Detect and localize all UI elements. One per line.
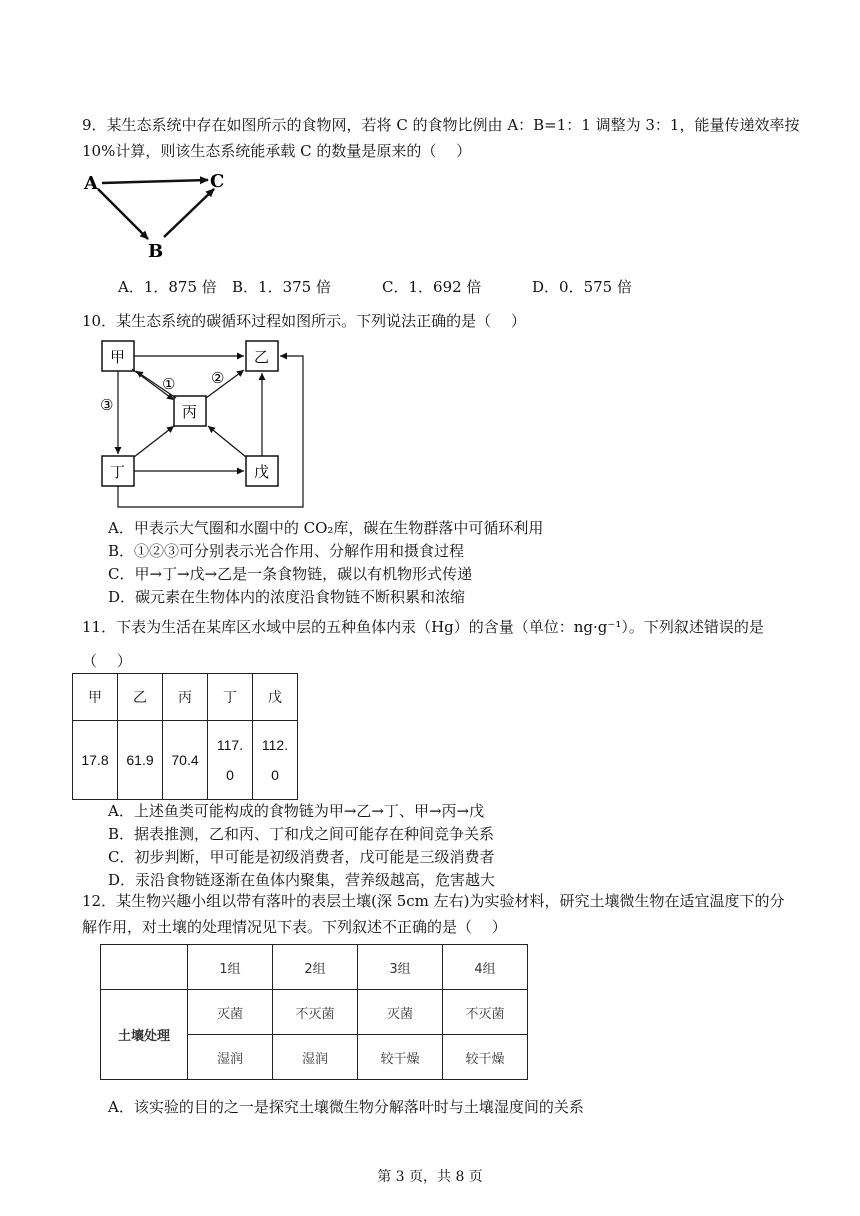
node-jia: 甲 [110, 348, 126, 366]
q12-options [108, 1096, 584, 1119]
cell: 不灭菌 [273, 990, 358, 1035]
node-a: A [84, 173, 98, 194]
arrow-a-to-b [98, 189, 148, 239]
q10-option-c: C．甲→丁→戊→乙是一条食物链，碳以有机物形式传递 [108, 565, 473, 583]
q10-options [108, 517, 543, 609]
cell: 灭菌 [358, 990, 443, 1035]
value-cell: 17.8 [73, 721, 118, 800]
arrow-b-to-c [164, 189, 214, 237]
q10-option-a: A．甲表示大气圈和水圈中的 CO₂库，碳在生物群落中可循环利用 [108, 519, 544, 537]
q11-option-a: A．上述鱼类可能构成的食物链为甲→乙→丁、甲→丙→戊 [108, 802, 485, 820]
table-row [73, 721, 298, 800]
q11-mercury-table [72, 673, 298, 800]
value-cell: 70.4 [163, 721, 208, 800]
q11-options [108, 800, 495, 892]
cell: 湿润 [273, 1035, 358, 1080]
q11-option-d: D．汞沿食物链逐渐在鱼体内聚集，营养级越高，危害越大 [108, 871, 496, 889]
label-2: ② [211, 369, 225, 387]
q9-line1: 9．某生态系统中存在如图所示的食物网，若将 C 的食物比例由 A：B=1：1 调整为 3：1，能量传递效率按 [82, 116, 800, 134]
header-cell: 戊 [253, 674, 298, 721]
q11-option-b: B．据表推测，乙和丙、丁和戊之间可能存在种间竞争关系 [108, 825, 495, 843]
cell: 灭菌 [188, 990, 273, 1035]
arrow-ding-to-bing [134, 426, 174, 457]
q11-line1: 11．下表为生活在某库区水域中层的五种鱼体内汞（Hg）的含量（单位：ng·g⁻¹）。下列叙述错误的是 [82, 618, 764, 636]
node-wu: 戊 [254, 463, 270, 481]
q9-option-c: C．1．692 倍 [382, 278, 482, 296]
arrow-a-to-c [102, 180, 208, 183]
q11-stem [82, 610, 802, 678]
node-c: C [210, 171, 225, 192]
q12-soil-treatment-table [100, 944, 528, 1080]
cell: 湿润 [188, 1035, 273, 1080]
header-cell: 甲 [73, 674, 118, 721]
header-cell: 乙 [118, 674, 163, 721]
q10-stem [82, 308, 802, 334]
q11-option-c: C．初步判断，甲可能是初级消费者，戊可能是三级消费者 [108, 848, 495, 866]
q9-food-web-diagram [80, 165, 240, 265]
node-bing: 丙 [182, 403, 198, 421]
table-header-row [101, 945, 528, 990]
q11-line2: （ ） [82, 652, 132, 670]
node-b: B [148, 241, 164, 262]
node-yi: 乙 [254, 348, 270, 366]
q10-line1: 10．某生态系统的碳循环过程如图所示。下列说法正确的是（ ） [82, 312, 526, 330]
q10-option-b: B．①②③可分别表示光合作用、分解作用和摄食过程 [108, 542, 465, 560]
q12-stem [82, 888, 802, 940]
node-ding: 丁 [110, 463, 126, 481]
q12-line2: 解作用，对土壤的处理情况见下表。下列叙述不正确的是（ ） [82, 918, 507, 936]
q12-option-a: A．该实验的目的之一是探究土壤微生物分解落叶时与土壤湿度间的关系 [108, 1098, 584, 1116]
header-cell: 2组 [273, 945, 358, 990]
arrow-wu-to-bing [208, 426, 246, 457]
cell: 不灭菌 [443, 990, 528, 1035]
cell: 较干燥 [443, 1035, 528, 1080]
value-cell: 61.9 [118, 721, 163, 800]
cell: 较干燥 [358, 1035, 443, 1080]
q12-line1: 12．某生物兴趣小组以带有落叶的表层土壤(深 5cm 左右)为实验材料，研究土壤微生物在适宜温度下的分 [82, 892, 785, 910]
row-label: 土壤处理 [101, 990, 188, 1080]
value-cell: 117. 0 [208, 721, 253, 800]
header-cell [101, 945, 188, 990]
header-cell: 1组 [188, 945, 273, 990]
header-cell: 3组 [358, 945, 443, 990]
page-footer: 第 3 页，共 8 页 [377, 1169, 483, 1185]
table-row [101, 990, 528, 1035]
label-3: ③ [100, 396, 114, 414]
q9-line2: 10%计算，则该生态系统能承载 C 的数量是原来的（ ） [82, 142, 472, 160]
q10-option-d: D．碳元素在生物体内的浓度沿食物链不断积累和浓缩 [108, 588, 466, 606]
q10-carbon-cycle-diagram [98, 337, 318, 512]
q9-option-b: B．1．375 倍 [232, 278, 331, 296]
q9-option-a: A．1．875 倍 [118, 278, 217, 296]
header-cell: 丁 [208, 674, 253, 721]
value-cell: 112. 0 [253, 721, 298, 800]
header-cell: 丙 [163, 674, 208, 721]
q9-option-d: D．0．575 倍 [532, 278, 632, 296]
table-header-row [73, 674, 298, 721]
label-1: ① [162, 375, 176, 393]
q9-stem [82, 112, 802, 164]
header-cell: 4组 [443, 945, 528, 990]
